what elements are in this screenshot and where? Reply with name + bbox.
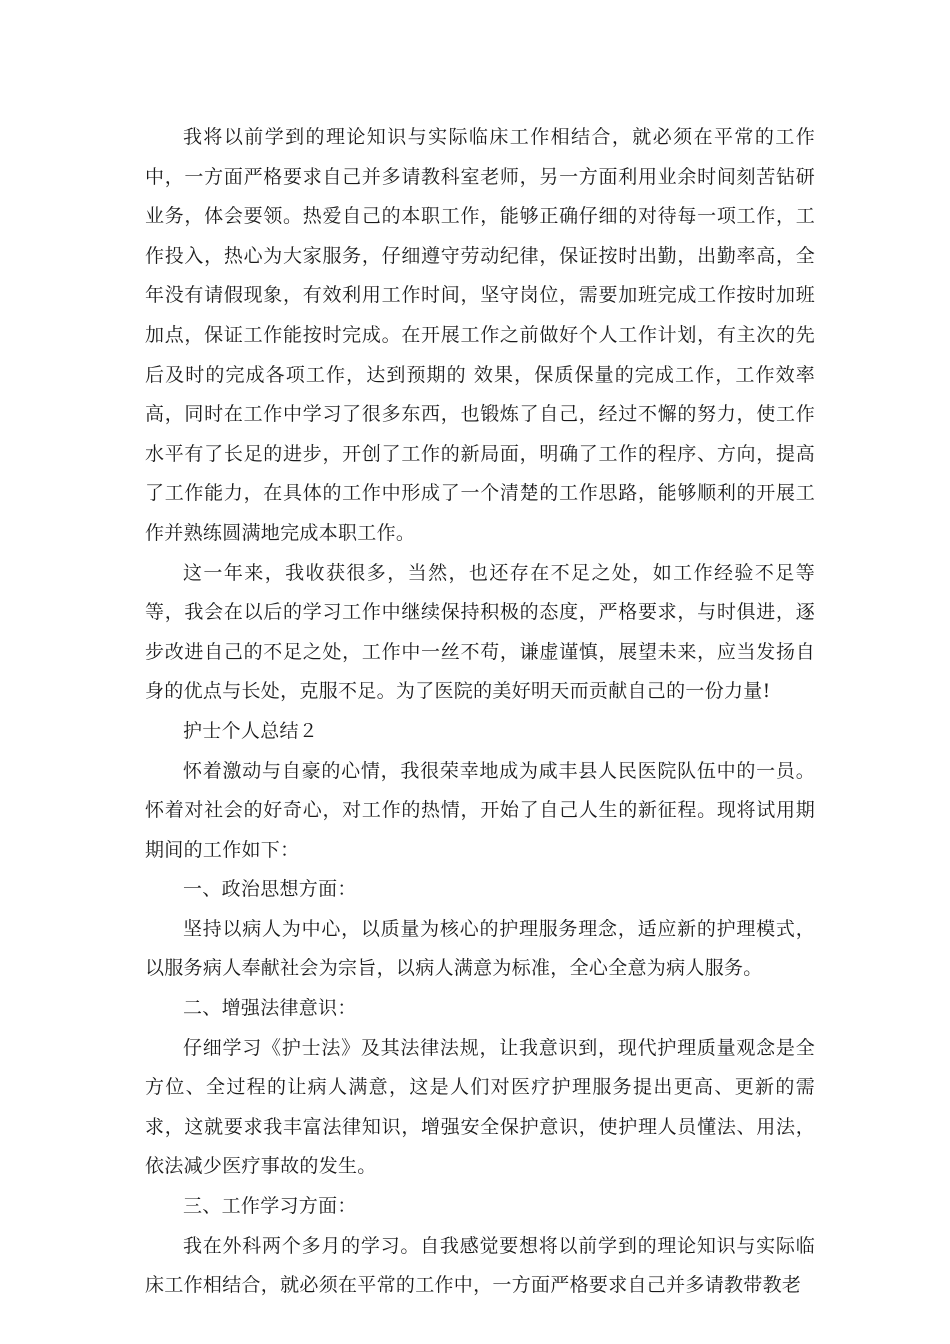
heading-legal-awareness: 二、增强法律意识： bbox=[183, 997, 357, 1020]
paragraph-intro: 怀着激动与自豪的心情，我很荣幸地成为咸丰县人民医院队伍中的一员。怀着对社会的好奇心，对工作的热情，开始了自己人生的新征程。现将试用期期间的工作如下： bbox=[145, 759, 815, 861]
section-title-summary-2: 护士个人总结２ bbox=[183, 719, 319, 742]
heading-political-thought: 一、政治思想方面： bbox=[183, 878, 357, 901]
paragraph-work-study: 我在外科两个多月的学习。自我感觉要想将以前学到的理论知识与实际临床工作相结合，就必须在平常的工作中，一方面严格要求自己并多请教带教老 bbox=[145, 1234, 815, 1297]
paragraph-legal-awareness: 仔细学习《护士法》及其法律法规，让我意识到，现代护理质量观念是全方位、全过程的让病人满意，这是人们对医疗护理服务提出更高、更新的需求，这就要求我丰富法律知识，增强安全保护意识，使护理人员懂法、用法，依法减少医疗事故的发生。 bbox=[145, 1036, 815, 1178]
heading-work-study: 三、工作学习方面： bbox=[183, 1195, 357, 1218]
paragraph-year-summary: 这一年来，我收获很多，当然，也还存在不足之处，如工作经验不足等等，我会在以后的学习工作中继续保持积极的态度，严格要求，与时俱进，逐步改进自己的不足之处，工作中一丝不苟，谦虚谨慎，展望未来，应当发扬自身的优点与长处，克服不足。为了医院的美好明天而贡献自己的一份力量! bbox=[145, 561, 815, 703]
document-page bbox=[145, 118, 815, 1306]
paragraph-work-integration: 我将以前学到的理论知识与实际临床工作相结合，就必须在平常的工作中，一方面严格要求自己并多请教科室老师，另一方面利用业余时间刻苦钻研业务，体会要领。热爱自己的本职工作，能够正确仔细的对待每一项工作，工作投入，热心为大家服务，仔细遵守劳动纪律，保证按时出勤，出勤率高，全年没有请假现象，有效利用工作时间，坚守岗位，需要加班完成工作按时加班加点，保证工作能按时完成。在开展工作之前做好个人工作计划，有主次的先后及时的完成各项工作，达到预期的 效果，保质保量的完成工作，工作效率高，同时在工作中学习了很多东西，也锻炼了自己，经过不懈的努力，使工作水平有了长足的进步，开创了工作的新局面，明确了工作的程序、方向，提高了工作能力，在具体的工作中形成了一个清楚的工作思路，能够顺利的开展工作并熟练圆满地完成本职工作。 bbox=[145, 126, 815, 544]
paragraph-political-thought: 坚持以病人为中心，以质量为核心的护理服务理念，适应新的护理模式，以服务病人奉献社会为宗旨，以病人满意为标准，全心全意为病人服务。 bbox=[145, 917, 815, 980]
